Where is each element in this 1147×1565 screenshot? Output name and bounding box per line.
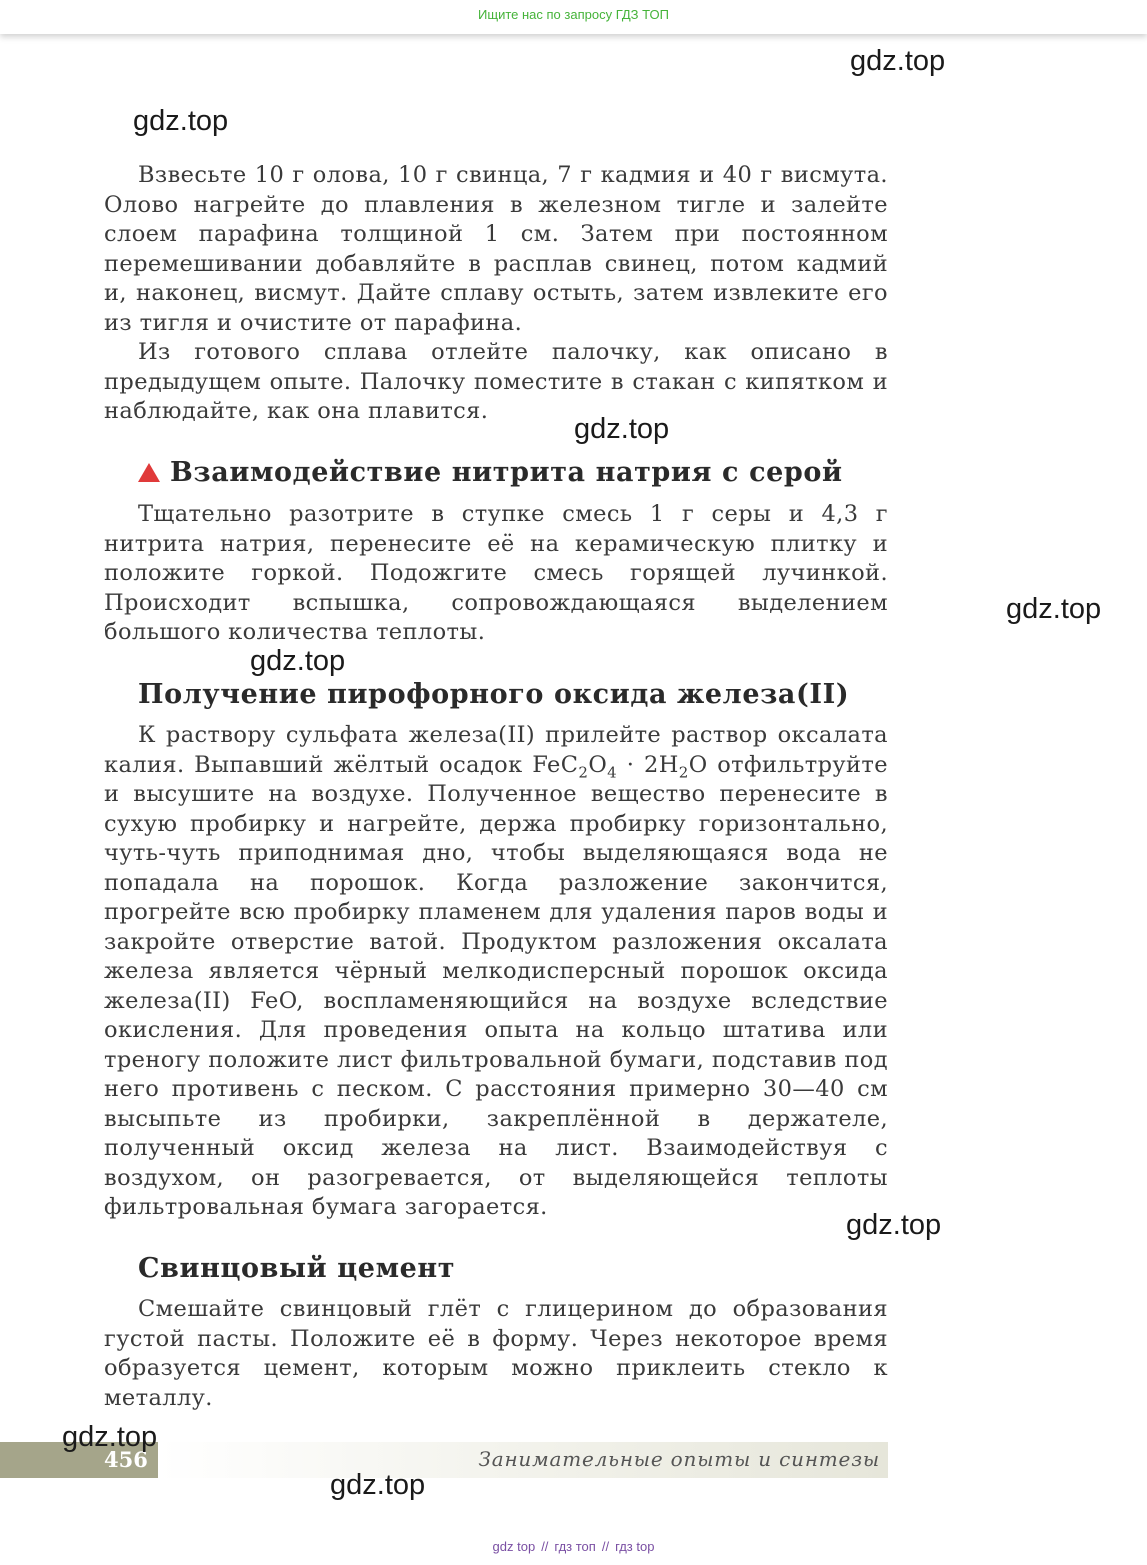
page-number: 456 — [104, 1447, 148, 1472]
top-banner — [0, 0, 1147, 34]
running-title: Занимательные опыты и синтезы — [478, 1447, 880, 1471]
watermark: gdz.top — [250, 645, 346, 677]
bottom-link-gdz-top[interactable]: gdz top — [492, 1539, 536, 1554]
text-segment: O — [588, 751, 608, 778]
paragraph-sodium-nitrite: Тщательно разотрите в ступке смесь 1 г серы и 4,3 г нитрита натрия, перенесите её на керамическую плитку и положите горкой. Подожгите смесь горящей лучинкой. Происходит вспышка, сопровождающаяся выделением большого количества теплоты. — [104, 501, 888, 645]
paragraph-alloy-melting: Из готового сплава отлейте палочку, как описано в предыдущем опыте. Палочку поместите в стакан с кипятком и наблюдайте, как она плавится. — [104, 339, 888, 424]
watermark: gdz.top — [133, 105, 229, 137]
watermark: gdz.top — [62, 1421, 158, 1453]
paragraph-pyrophoric-iron-oxide — [104, 721, 888, 1223]
top-banner-link[interactable]: Ищите нас по запросу ГДЗ ТОП — [478, 7, 669, 22]
heading-sodium-nitrite-text: Взаимодействие нитрита натрия с серой — [170, 457, 843, 488]
heading-lead-cement: Свинцовый цемент — [138, 1253, 456, 1284]
watermark: gdz.top — [850, 45, 946, 77]
subscript: 2 — [578, 763, 589, 781]
subscript: 4 — [607, 763, 618, 781]
watermark: gdz.top — [330, 1469, 426, 1501]
heading-pyrophoric-iron-oxide: Получение пирофорного оксида железа(II) — [138, 679, 850, 710]
link-separator: // — [601, 1539, 610, 1554]
watermark: gdz.top — [574, 413, 670, 445]
watermark: gdz.top — [1006, 593, 1102, 625]
watermark: gdz.top — [846, 1209, 942, 1241]
bottom-links — [0, 1539, 1147, 1554]
text-segment: К раствору сульфата железа(II) прилейте раствор оксалата калия. Выпавший жёлтый осадок FeC — [104, 722, 888, 778]
subscript: 2 — [678, 763, 689, 781]
paragraph-alloy-preparation: Взвесьте 10 г олова, 10 г свинца, 7 г кадмия и 40 г висмута. Олово нагрейте до плавления в железном тигле и залейте слоем парафина толщиной 1 см. Затем при постоянном перемешивании добавляйте в расплав свинец, потом кадмий и, наконец, висмут. Дайте сплаву остыть, затем извлеките его из тигля и очистите от парафина. — [104, 162, 888, 336]
paragraph-lead-cement: Смешайте свинцовый глёт с глицерином до образования густой пасты. Положите её в форму. Через некоторое время образуется цемент, которым можно приклеить стекло к металлу. — [104, 1296, 888, 1411]
text-segment: · 2H — [617, 751, 679, 778]
bottom-link-gdz-top-ru[interactable]: гдз топ — [554, 1539, 596, 1554]
text-segment: O отфильтруйте и высушите на воздухе. Полученное вещество перенесите в сухую пробирку и нагрейте, держа пробирку горизонтально, чуть-чуть приподнимая дно, чтобы выделяющаяся вода не попадала на порошок. Когда разложение закончится, прогрейте всю пробирку пламенем для удаления паров воды и закройте отверстие ватой. Продуктом разложения оксалата железа является чёрный мелкодисперсный порошок оксида железа(II) FeO, воспламеняющийся на воздухе вследствие окисления. Для проведения опыта на кольцо штатива или треногу положите лист фильтровальной бумаги, подставив под него противень с песком. С расстояния примерно 30—40 см высыпьте из пробирки, закреплённой в держателе, полученный оксид железа на лист. Взаимодействуя с воздухом, он разогревается, от выделяющейся теплоты фильтровальная бумага загорается. — [104, 751, 888, 1220]
warning-triangle-icon — [138, 463, 160, 482]
bottom-link-gdz-top-mixed[interactable]: гдз top — [615, 1539, 655, 1554]
heading-sodium-nitrite — [138, 457, 843, 488]
link-separator: // — [541, 1539, 549, 1554]
